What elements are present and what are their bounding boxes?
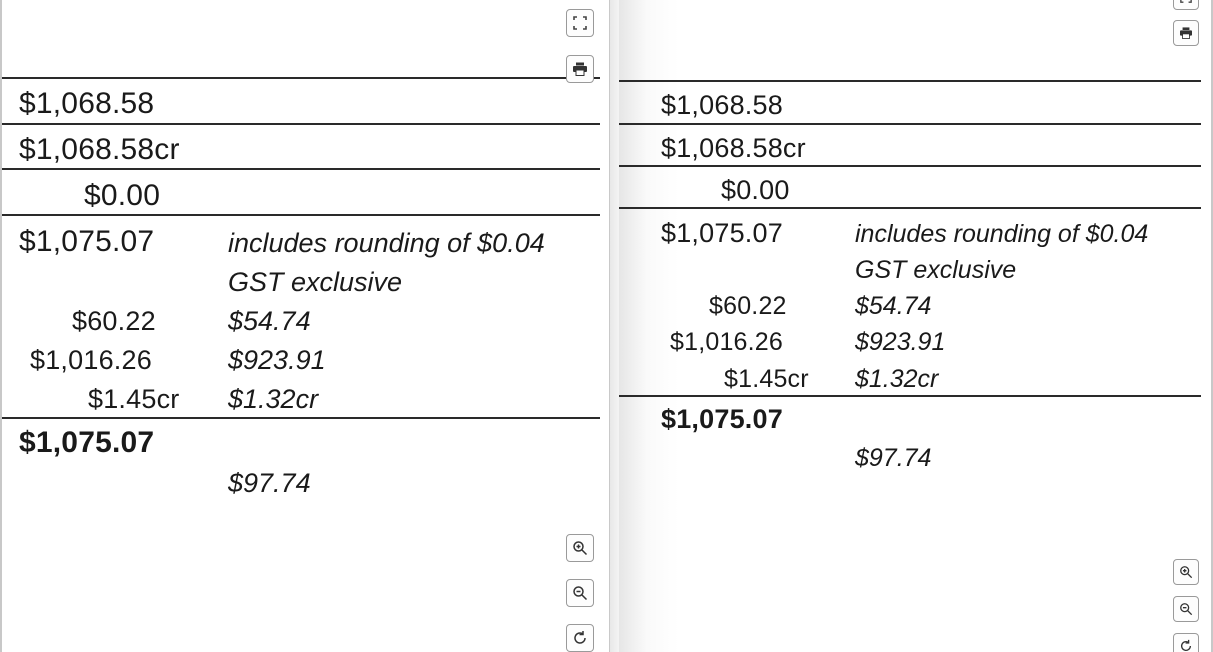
divider-rule <box>619 207 1201 209</box>
document-viewer-right <box>619 0 1213 652</box>
zoom-in-icon <box>572 540 588 556</box>
divider-rule <box>2 417 600 419</box>
gst-exclusive-total: $97.74 <box>855 444 932 472</box>
gst-exclusive-header: GST exclusive <box>855 256 1017 284</box>
payment-amount: $1,068.58cr <box>19 133 180 166</box>
zoom-in-button[interactable] <box>566 534 594 562</box>
line-gst-exclusive: $923.91 <box>228 345 326 375</box>
divider-rule <box>619 165 1201 167</box>
line-gst-exclusive: $1.32cr <box>855 365 939 393</box>
rotate-button[interactable] <box>566 624 594 652</box>
divider-rule <box>2 77 600 79</box>
balance-amount: $1,068.58 <box>661 90 783 120</box>
zoom-in-button[interactable] <box>1173 559 1199 585</box>
line-amount: $1.45cr <box>88 384 180 414</box>
zoom-out-icon <box>1179 602 1193 616</box>
rounding-note: includes rounding of $0.04 <box>855 220 1149 248</box>
divider-rule <box>2 214 600 216</box>
fullscreen-icon <box>1180 0 1192 3</box>
total-amount: $1,075.07 <box>661 218 783 248</box>
line-gst-exclusive: $1.32cr <box>228 384 319 414</box>
fullscreen-button[interactable] <box>566 9 594 37</box>
print-button[interactable] <box>566 55 594 83</box>
zoom-in-icon <box>1179 565 1193 579</box>
fullscreen-button[interactable] <box>1173 0 1199 10</box>
line-amount: $1,016.26 <box>670 328 784 356</box>
line-gst-exclusive: $54.74 <box>228 306 311 336</box>
zero-amount: $0.00 <box>84 179 161 212</box>
line-amount: $60.22 <box>709 292 787 320</box>
zoom-out-icon <box>572 585 588 601</box>
rotate-button[interactable] <box>1173 633 1199 652</box>
gst-exclusive-total: $97.74 <box>228 468 311 498</box>
zoom-out-button[interactable] <box>1173 596 1199 622</box>
zero-amount: $0.00 <box>721 175 790 205</box>
print-icon <box>572 62 588 76</box>
grand-total-amount: $1,075.07 <box>661 404 783 434</box>
divider-rule <box>619 123 1201 125</box>
rotate-icon <box>1179 639 1193 652</box>
rotate-icon <box>572 630 588 646</box>
line-gst-exclusive: $54.74 <box>855 292 932 320</box>
payment-amount: $1,068.58cr <box>661 133 806 163</box>
print-button[interactable] <box>1173 20 1199 46</box>
total-amount: $1,075.07 <box>19 225 155 258</box>
fullscreen-icon <box>573 16 587 30</box>
grand-total-amount: $1,075.07 <box>19 426 155 459</box>
line-amount: $1,016.26 <box>30 345 152 375</box>
print-icon <box>1179 27 1193 39</box>
divider-rule <box>2 168 600 170</box>
balance-amount: $1,068.58 <box>19 87 155 120</box>
rounding-note: includes rounding of $0.04 <box>228 228 545 258</box>
divider-rule <box>619 80 1201 82</box>
gst-exclusive-header: GST exclusive <box>228 267 403 297</box>
line-amount: $60.22 <box>72 306 156 336</box>
line-gst-exclusive: $923.91 <box>855 328 946 356</box>
line-amount: $1.45cr <box>724 365 809 393</box>
divider-rule <box>2 123 600 125</box>
zoom-out-button[interactable] <box>566 579 594 607</box>
divider-rule <box>619 395 1201 397</box>
